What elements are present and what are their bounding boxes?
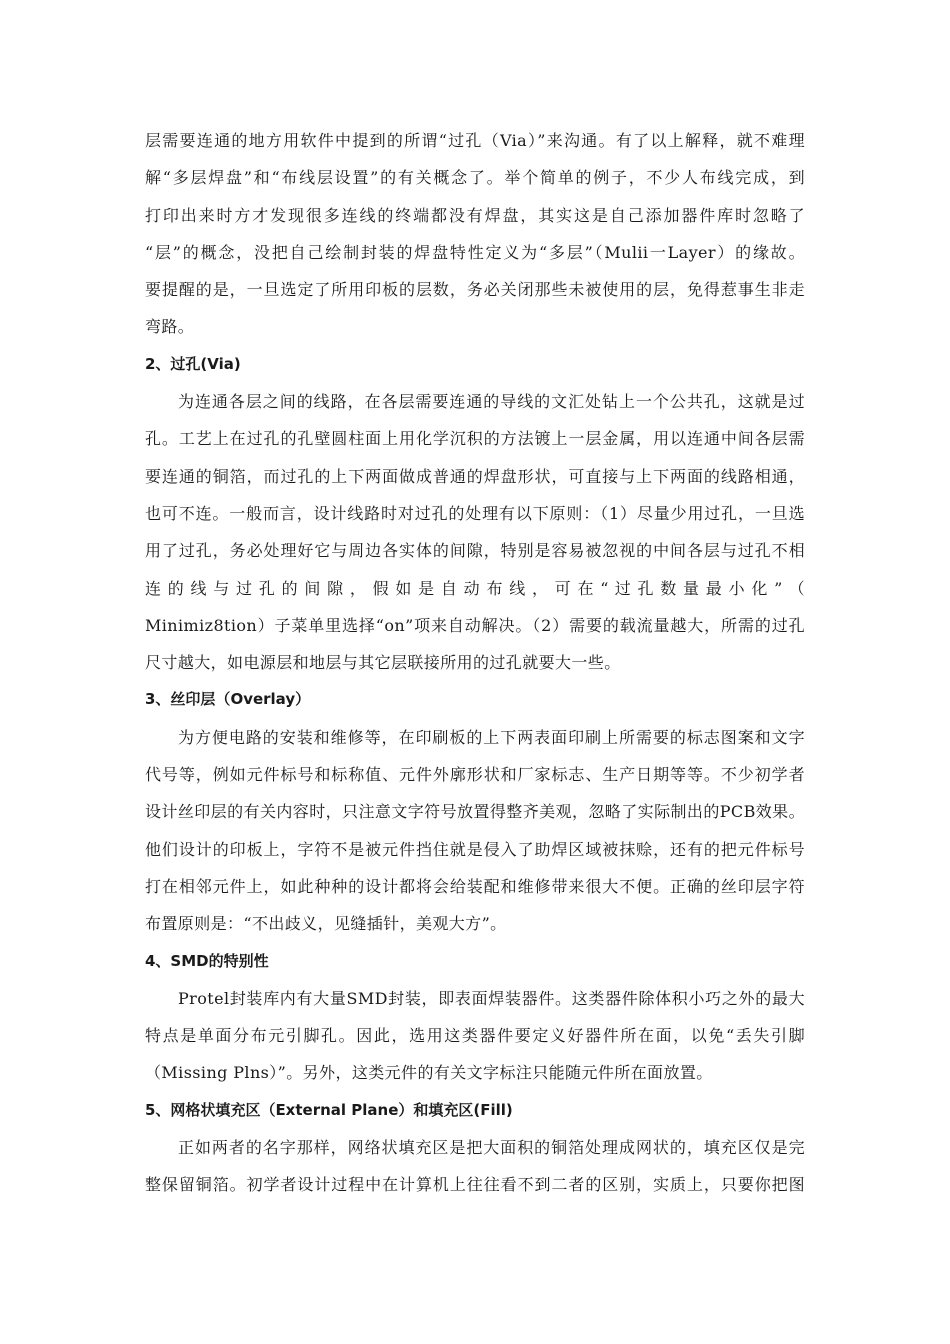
text-line: 正如两者的名字那样，网络状填充区是把大面积的铜箔处理成网状的，填充区仅是完 — [178, 1138, 805, 1158]
text-line: （Missing Plns）”。另外，这类元件的有关文字标注只能随元件所在面放置。 — [145, 1063, 713, 1083]
section-vias — [145, 346, 805, 682]
text-line: “层”的概念，没把自己绘制封装的焊盘特性定义为“多层”（Mulii一Layer）的缘故。 — [145, 242, 805, 262]
text-line: 连 的 线 与 过 孔 的 间 隙 ， 假 如 是 自 动 布 线 ， 可 在 “ 过 孔 数 量 最 小 化 ” （ — [145, 578, 805, 598]
text-line: Minimiz8tion）子菜单里选择“on”项来自动解决。（2）需要的载流量越大，所需的过孔 — [145, 615, 805, 635]
text-line: 用了过孔，务必处理好它与周边各实体的间隙，特别是容易被忽视的中间各层与过孔不相 — [145, 541, 805, 561]
text-line: Protel封装库内有大量SMD封装，即表面焊装器件。这类器件除体积小巧之外的最大 — [178, 988, 805, 1008]
section-heading: 2、过孔(Via) — [145, 354, 241, 373]
text-line: 布置原则是：“不出歧义，见缝插针，美观大方”。 — [145, 914, 507, 934]
text-line: 也可不连。一般而言，设计线路时对过孔的处理有以下原则：（1）尽量少用过孔，一旦选 — [145, 503, 805, 523]
document-page — [145, 122, 805, 1204]
text-line: 解“多层焊盘”和“布线层设置”的有关概念了。举个简单的例子，不少人布线完成，到 — [145, 168, 805, 188]
section-heading: 3、丝印层（Overlay） — [145, 690, 311, 709]
intro-paragraph — [145, 122, 805, 346]
text-line: 要提醒的是，一旦选定了所用印板的层数，务必关闭那些未被使用的层，免得惹事生非走 — [145, 280, 805, 300]
text-line: 打在相邻元件上，如此种种的设计都将会给装配和维修带来很大不便。正确的丝印层字符 — [145, 876, 805, 896]
text-line: 整保留铜箔。初学者设计过程中在计算机上往往看不到二者的区别，实质上，只要你把图 — [145, 1175, 805, 1195]
section-overlay — [145, 681, 805, 942]
text-line: 为连通各层之间的线路，在各层需要连通的导线的文汇处钻上一个公共孔，这就是过 — [178, 392, 805, 412]
text-line: 尺寸越大，如电源层和地层与其它层联接所用的过孔就要大一些。 — [145, 653, 621, 673]
text-line: 层需要连通的地方用软件中提到的所谓“过孔（Via）”来沟通。有了以上解释，就不难理 — [145, 131, 805, 150]
section-plane-fill — [145, 1092, 805, 1204]
text-line: 代号等，例如元件标号和标称值、元件外廓形状和厂家标志、生产日期等等。不少初学者 — [145, 765, 805, 785]
text-line: 孔。工艺上在过孔的孔壁圆柱面上用化学沉积的方法镀上一层金属，用以连通中间各层需 — [145, 429, 805, 449]
text-line: 打印出来时方才发现很多连线的终端都没有焊盘，其实这是自己添加器件库时忽略了 — [145, 205, 805, 225]
text-line: 他们设计的印板上，字符不是被元件挡住就是侵入了助焊区域被抹赊，还有的把元件标号 — [145, 839, 805, 859]
text-line: 要连通的铜箔，而过孔的上下两面做成普通的焊盘形状，可直接与上下两面的线路相通， — [145, 466, 805, 486]
section-heading: 4、SMD的特别性 — [145, 951, 269, 970]
text-line: 设计丝印层的有关内容时，只注意文字符号放置得整齐美观，忽略了实际制出的PCB效果。 — [145, 802, 805, 822]
section-heading: 5、网格状填充区（External Plane）和填充区(Fill) — [145, 1100, 513, 1119]
text-line: 为方便电路的安装和维修等，在印刷板的上下两表面印刷上所需要的标志图案和文字 — [178, 727, 805, 747]
text-line: 特点是单面分布元引脚孔。因此，选用这类器件要定义好器件所在面，以免“丢失引脚 — [145, 1026, 805, 1046]
section-smd — [145, 943, 805, 1092]
text-line: 弯路。 — [145, 317, 195, 337]
